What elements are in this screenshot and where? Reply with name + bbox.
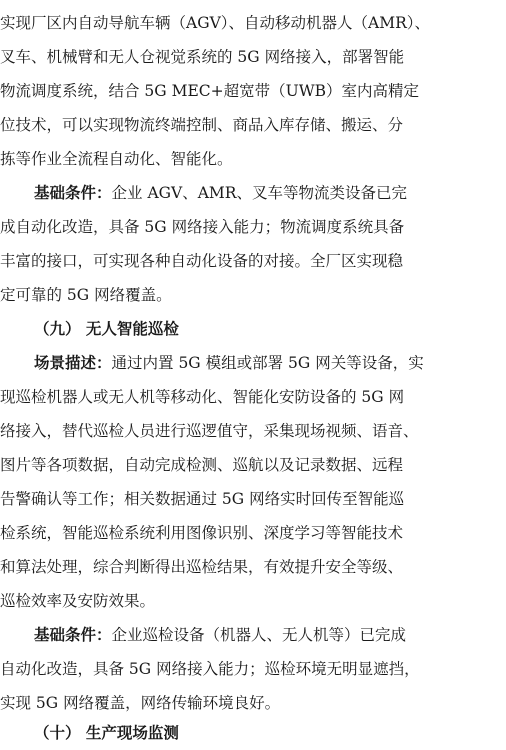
paragraph-line: 位技术，可以实现物流终端控制、商品入库存储、搬运、分 [0,116,404,134]
section-heading: （十） 生产现场监测 [34,723,179,742]
paragraph-line: 实现 5G 网络覆盖，网络传输环境良好。 [0,694,281,712]
paragraph-line: 实现厂区内自动导航车辆（AGV）、自动移动机器人（AMR）、 [0,14,431,32]
paragraph-line: 自动化改造，具备 5G 网络接入能力；巡检环境无明显遮挡， [0,660,420,678]
basis-conditions-text: 企业巡检设备（机器人、无人机等）已完成 [111,626,407,644]
paragraph-line: 叉车、机械臂和无人仓视觉系统的 5G 网络接入，部署智能 [0,48,405,66]
scene-description-label: 场景描述： [34,353,112,372]
paragraph-line: 成自动化改造，具备 5G 网络接入能力；物流调度系统具备 [0,218,405,236]
paragraph-line: 物流调度系统，结合 5G MEC+超宽带（UWB）室内高精定 [0,82,420,100]
basis-conditions-line [0,618,506,652]
basis-conditions-label: 基础条件： [34,625,112,644]
section-heading: （九） 无人智能巡检 [34,319,179,338]
paragraph-line: 检系统，智能巡检系统利用图像识别、深度学习等智能技术 [0,524,404,542]
basis-conditions-line [0,176,506,210]
paragraph-line: 定可靠的 5G 网络覆盖。 [0,286,172,304]
paragraph-line: 丰富的接口，可实现各种自动化设备的对接。全厂区实现稳 [0,252,404,270]
paragraph-line: 图片等各项数据，自动完成检测、巡航以及记录数据、远程 [0,456,404,474]
basis-conditions-label: 基础条件： [34,183,112,202]
basis-conditions-text: 企业 AGV、AMR、叉车等物流类设备已完 [111,184,407,202]
paragraph-line: 络接入，替代巡检人员进行巡逻值守，采集现场视频、语音、 [0,422,419,440]
paragraph-line: 拣等作业全流程自动化、智能化。 [0,150,233,168]
paragraph-line: 现巡检机器人或无人机等移动化、智能化安防设备的 5G 网 [0,388,405,406]
scene-description-line [0,346,506,380]
paragraph-line: 巡检效率及安防效果。 [0,592,156,610]
paragraph-line: 和算法处理，综合判断得出巡检结果，有效提升安全等级、 [0,558,404,576]
scene-description-text: 通过内置 5G 模组或部署 5G 网关等设备，实 [111,354,424,372]
paragraph-line: 告警确认等工作；相关数据通过 5G 网络实时回传至智能巡 [0,490,405,508]
